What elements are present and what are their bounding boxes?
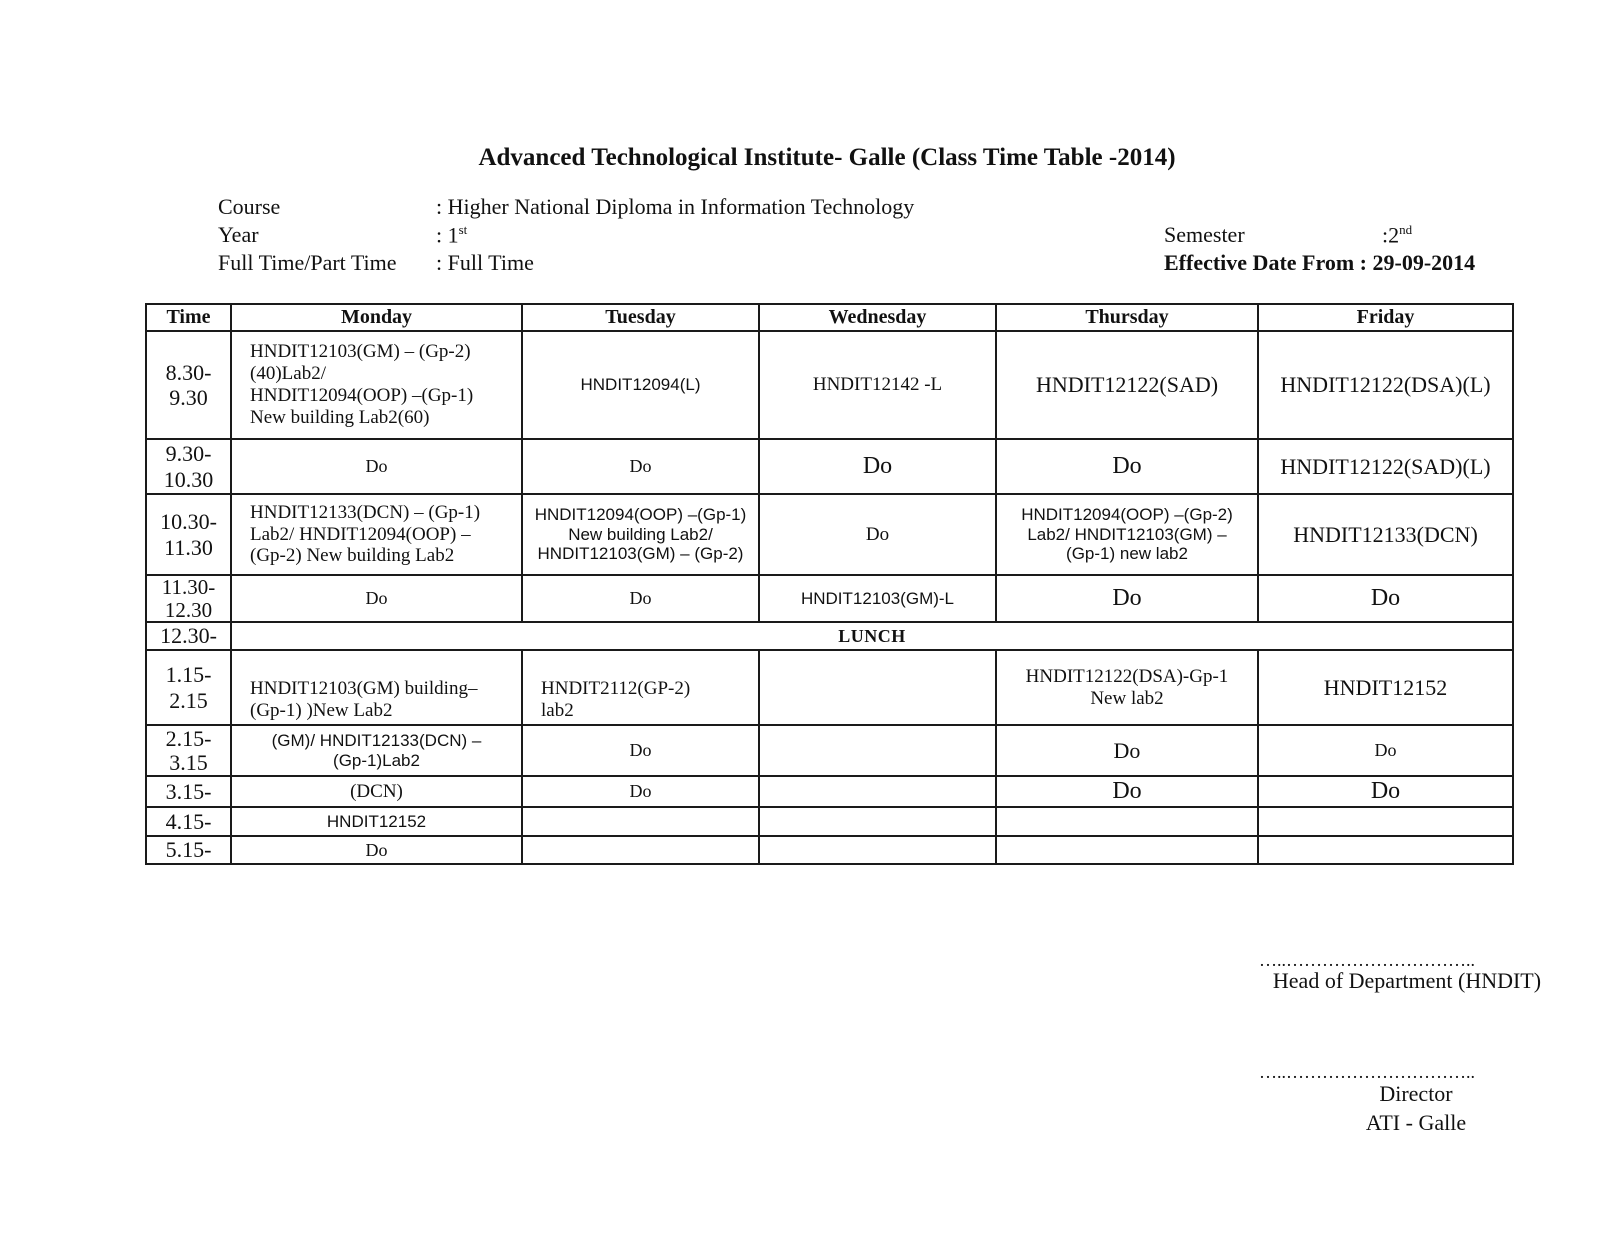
time-cell — [146, 575, 231, 622]
time-start: 2.15- — [165, 726, 212, 752]
course-label: Course — [218, 194, 281, 219]
slot-line: HNDIT12103(GM) – (Gp-2) — [537, 544, 744, 564]
slot-tuesday — [522, 494, 759, 575]
table-row — [146, 650, 1513, 725]
slot-monday: Do — [231, 836, 522, 864]
slot-line: HNDIT12133(DCN) – (Gp-1) — [250, 501, 481, 523]
slot-tuesday — [522, 650, 759, 725]
time-start: 11.30- — [161, 575, 216, 600]
year-value — [436, 222, 467, 248]
slot-line: New lab2 — [1090, 687, 1164, 709]
slot-line: HNDIT12094(OOP) –(Gp-1) — [534, 505, 747, 525]
time-end: 2.15 — [169, 687, 208, 713]
time-end: 10.30 — [163, 466, 214, 492]
slot-thursday — [996, 494, 1258, 575]
time-end: 3.15 — [169, 749, 208, 775]
slot-line: (GM)/ HNDIT12133(DCN) – — [271, 730, 482, 750]
slot-tuesday — [522, 807, 759, 836]
slot-wednesday — [759, 776, 996, 807]
slot-tuesday: HNDIT12094(L) — [522, 331, 759, 439]
header-monday: Monday — [231, 304, 522, 331]
semester-number: :2 — [1382, 222, 1400, 248]
slot-thursday — [996, 807, 1258, 836]
slot-thursday — [996, 836, 1258, 864]
slot-line: Lab2/ HNDIT12103(GM) – — [1027, 524, 1227, 544]
table-row — [146, 439, 1513, 494]
time-end: 11.30 — [164, 534, 213, 560]
header-row — [146, 304, 1513, 331]
time-cell — [146, 494, 231, 575]
slot-tuesday: Do — [522, 575, 759, 622]
time-cell: 5.15- — [146, 836, 231, 864]
semester-value — [1382, 222, 1412, 248]
table-row — [146, 494, 1513, 575]
director-institute: ATI - Galle — [1365, 1110, 1467, 1135]
slot-monday: (DCN) — [231, 776, 522, 807]
year-label: Year — [218, 222, 259, 247]
semester-suffix: nd — [1399, 222, 1413, 237]
course-value: : Higher National Diploma in Information Technology — [436, 194, 915, 219]
slot-thursday: Do — [996, 776, 1258, 807]
slot-monday: HNDIT12152 — [231, 807, 522, 836]
slot-monday — [231, 725, 522, 776]
slot-thursday: Do — [996, 725, 1258, 776]
slot-wednesday — [759, 650, 996, 725]
slot-friday: Do — [1258, 575, 1513, 622]
slot-wednesday — [759, 807, 996, 836]
slot-line: New building Lab2/ — [568, 524, 713, 544]
slot-line: HNDIT12103(GM) – (Gp-2) — [250, 341, 471, 363]
slot-wednesday: HNDIT12142 -L — [759, 331, 996, 439]
director-title: Director — [1379, 1081, 1453, 1106]
slot-wednesday — [759, 725, 996, 776]
slot-thursday — [996, 650, 1258, 725]
table-row — [146, 575, 1513, 622]
table-row — [146, 807, 1513, 836]
slot-tuesday — [522, 836, 759, 864]
slot-friday: Do — [1258, 725, 1513, 776]
time-start: 9.30- — [165, 441, 212, 467]
hod-signature-line: …..………………………….. — [1259, 950, 1475, 970]
slot-line: Lab2/ HNDIT12094(OOP) – — [250, 523, 471, 545]
time-cell — [146, 650, 231, 725]
document-title: Advanced Technological Institute- Galle (Class Time Table -2014) — [478, 144, 1176, 171]
slot-monday: Do — [231, 575, 522, 622]
time-cell: 4.15- — [146, 807, 231, 836]
year-number: : 1 — [436, 222, 459, 248]
header-thursday: Thursday — [996, 304, 1258, 331]
slot-friday — [1258, 807, 1513, 836]
slot-line: (40)Lab2/ — [250, 363, 326, 385]
slot-thursday: Do — [996, 575, 1258, 622]
slot-wednesday: HNDIT12103(GM)-L — [759, 575, 996, 622]
slot-line: (Gp-1) new lab2 — [1066, 544, 1188, 564]
slot-monday — [231, 331, 522, 439]
slot-line: lab2 — [541, 700, 574, 722]
slot-monday — [231, 650, 522, 725]
header-time: Time — [146, 304, 231, 331]
time-start: 10.30- — [160, 509, 217, 535]
slot-thursday: Do — [996, 439, 1258, 494]
year-suffix: st — [458, 222, 468, 237]
table-row — [146, 331, 1513, 439]
time-cell: 3.15- — [146, 776, 231, 807]
lunch-cell: LUNCH — [231, 622, 1513, 650]
time-start: 1.15- — [165, 662, 212, 688]
slot-friday: HNDIT12122(SAD)(L) — [1258, 439, 1513, 494]
slot-friday: HNDIT12122(DSA)(L) — [1258, 331, 1513, 439]
slot-friday: HNDIT12152 — [1258, 650, 1513, 725]
slot-line: (Gp-2) New building Lab2 — [250, 545, 455, 567]
slot-line: HNDIT12103(GM) building– — [250, 678, 478, 700]
time-cell — [146, 439, 231, 494]
timetable — [145, 303, 1514, 865]
mode-value: : Full Time — [436, 250, 534, 275]
table-row — [146, 836, 1513, 864]
time-cell — [146, 331, 231, 439]
slot-line: HNDIT2112(GP-2) — [541, 678, 691, 700]
slot-line: HNDIT12094(OOP) –(Gp-1) — [250, 385, 474, 406]
slot-line: (Gp-1) )New Lab2 — [250, 700, 393, 722]
time-end: 12.30 — [164, 597, 213, 622]
slot-line: HNDIT12122(DSA)-Gp-1 — [1025, 665, 1229, 687]
time-cell: 12.30- — [146, 622, 231, 650]
header-wednesday: Wednesday — [759, 304, 996, 331]
slot-tuesday: Do — [522, 776, 759, 807]
lunch-row — [146, 622, 1513, 650]
slot-monday: Do — [231, 439, 522, 494]
slot-tuesday: Do — [522, 725, 759, 776]
slot-monday — [231, 494, 522, 575]
slot-line: (Gp-1)Lab2 — [333, 750, 420, 770]
semester-label: Semester — [1164, 222, 1245, 247]
header-tuesday: Tuesday — [522, 304, 759, 331]
mode-label: Full Time/Part Time — [218, 250, 397, 275]
table-row — [146, 725, 1513, 776]
slot-thursday: HNDIT12122(SAD) — [996, 331, 1258, 439]
slot-line: New building Lab2(60) — [250, 406, 430, 428]
slot-friday — [1258, 836, 1513, 864]
header-friday: Friday — [1258, 304, 1513, 331]
slot-friday: Do — [1258, 776, 1513, 807]
time-start: 8.30- — [165, 359, 212, 385]
hod-title: Head of Department (HNDIT) — [1272, 968, 1542, 993]
slot-line: HNDIT12094(OOP) –(Gp-2) — [1021, 505, 1233, 525]
time-end: 9.30 — [169, 385, 208, 410]
slot-tuesday: Do — [522, 439, 759, 494]
slot-friday: HNDIT12133(DCN) — [1258, 494, 1513, 575]
slot-wednesday: Do — [759, 439, 996, 494]
slot-wednesday: Do — [759, 494, 996, 575]
slot-wednesday — [759, 836, 996, 864]
time-cell — [146, 725, 231, 776]
table-row — [146, 776, 1513, 807]
effective-date: Effective Date From : 29-09-2014 — [1164, 250, 1476, 275]
director-signature-line: …..………………………….. — [1259, 1062, 1475, 1082]
